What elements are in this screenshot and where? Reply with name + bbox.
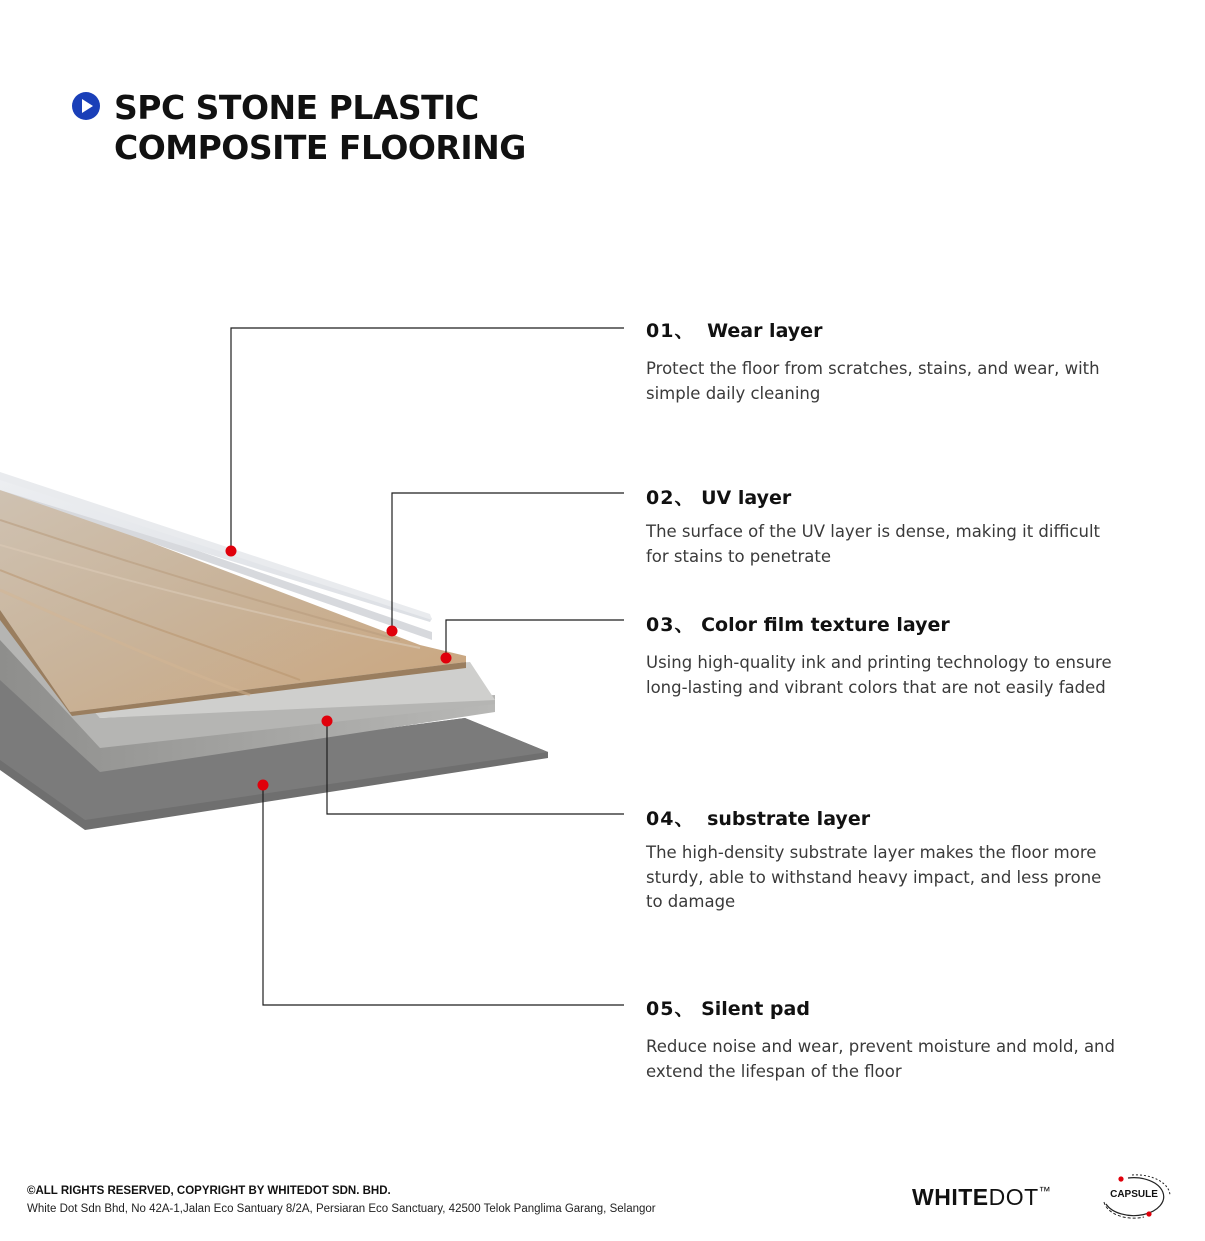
brand-name-part2: DOT <box>988 1184 1039 1210</box>
layer-number: 04、 <box>646 808 695 830</box>
trademark-symbol: ™ <box>1038 1184 1052 1198</box>
layer-heading <box>646 610 1126 637</box>
layer-description: Protect the floor from scratches, stains, and wear, with simple daily cleaning <box>646 359 1100 403</box>
title-line-1: SPC STONE PLASTIC <box>114 88 479 127</box>
layer-name: Wear layer <box>707 320 823 342</box>
marker-dot-silent-pad <box>258 780 269 791</box>
brand-logo <box>912 1184 1051 1211</box>
capsule-badge <box>1098 1172 1174 1222</box>
layer-number: 01、 <box>646 320 695 342</box>
layer-number: 05、 <box>646 998 695 1020</box>
capsule-badge-label: CAPSULE <box>1110 1189 1158 1200</box>
layer-number: 02、 <box>646 487 695 509</box>
layer-name: substrate layer <box>707 808 871 830</box>
title-line-2: COMPOSITE FLOORING <box>114 128 526 167</box>
leader-line-wear <box>231 328 624 551</box>
marker-dot-uv <box>387 626 398 637</box>
marker-dot-color-film <box>441 653 452 664</box>
layer-item-color-film <box>646 610 1126 700</box>
leader-line-color-film <box>446 620 624 658</box>
layer-item-substrate <box>646 804 1126 915</box>
footer-copyright: ©ALL RIGHTS RESERVED, COPYRIGHT BY WHITEDOT SDN. BHD. <box>27 1185 391 1197</box>
layer-item-silent-pad <box>646 994 1126 1084</box>
layer-item-wear <box>646 316 1126 406</box>
marker-dot-wear <box>226 546 237 557</box>
layer-description: The high-density substrate layer makes the floor more sturdy, able to withstand heavy impact, and less prone to damage <box>646 843 1102 911</box>
footer-address: White Dot Sdn Bhd, No 42A-1,Jalan Eco Santuary 8/2A, Persiaran Eco Sanctuary, 42500 Telok Panglima Garang, Selangor <box>27 1203 656 1215</box>
layer-name: UV layer <box>701 487 792 509</box>
layer-heading <box>646 804 1126 831</box>
layer-number: 03、 <box>646 614 695 636</box>
layer-heading <box>646 483 1126 510</box>
layer-name: Silent pad <box>701 998 810 1020</box>
layer-item-uv <box>646 483 1126 569</box>
layer-description: Using high-quality ink and printing technology to ensure long-lasting and vibrant colors that are not easily faded <box>646 653 1112 697</box>
leader-line-silent-pad <box>263 785 624 1005</box>
marker-dot-substrate <box>322 716 333 727</box>
layer-heading <box>646 994 1126 1021</box>
layer-heading <box>646 316 1126 343</box>
layer-name: Color film texture layer <box>701 614 950 636</box>
brand-name-part1: WHITE <box>912 1184 989 1210</box>
layer-description: The surface of the UV layer is dense, making it difficult for stains to penetrate <box>646 522 1101 566</box>
layer-description: Reduce noise and wear, prevent moisture and mold, and extend the lifespan of the floor <box>646 1037 1115 1081</box>
leader-line-uv <box>392 493 624 631</box>
